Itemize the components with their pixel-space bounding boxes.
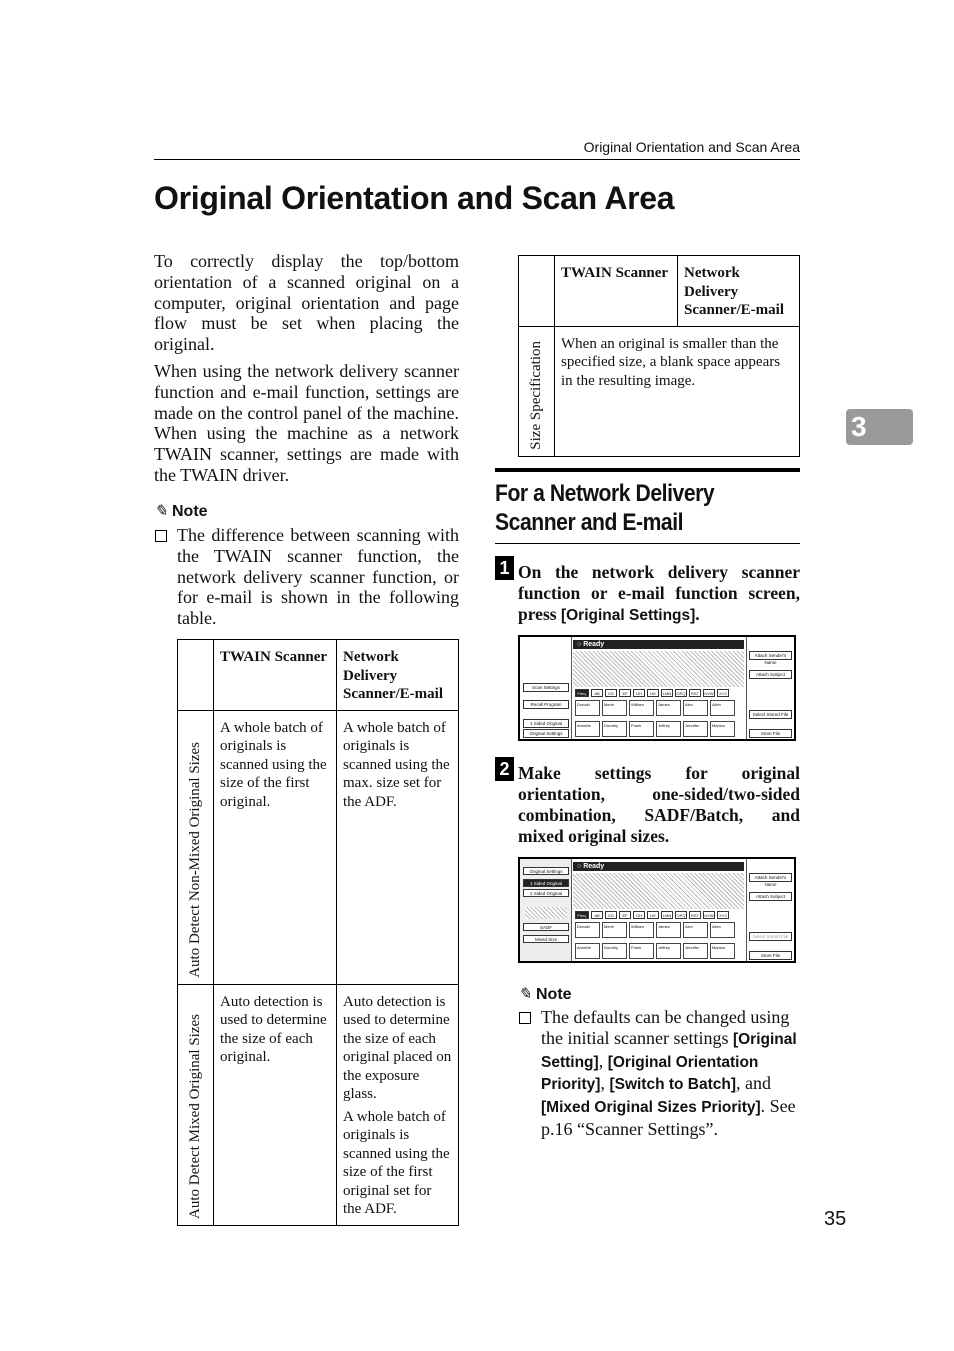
note-text: The difference between scanning with the TWAIN scanner function, the network delivery scanner function, or for e-mail is shown in the following table.: [177, 525, 459, 629]
dest-cell: Frank: [629, 721, 654, 737]
comparison-table: [177, 639, 459, 1226]
sadf-button: SADF: [523, 923, 569, 931]
section-bar: [495, 468, 800, 472]
step-1-number: 1: [495, 556, 514, 580]
cell-network-mixed-part-b: A whole batch of originals is scanned using the size of the first original set for the ADF.: [343, 1108, 450, 1217]
tab-ab: AB: [591, 911, 603, 919]
step-1-text: On the network delivery scanner function or e-mail function screen, press [Original Settings].: [518, 562, 800, 624]
tab-ef: EF: [619, 689, 631, 697]
cell-size-spec: When an original is smaller than the specified size, a blank space appears in the resulting image.: [555, 326, 800, 456]
destination-area: [573, 651, 744, 687]
original-settings-key: [Original Settings]: [560, 607, 696, 624]
orientation-priority-key: [Original Orientation Priority]: [541, 1053, 759, 1094]
intro-paragraph-1: To correctly display the top/bottom orientation of a scanned original on a computer, original orientation and page flow must be set when placing the original.: [154, 251, 459, 355]
switch-to-batch-key: [Switch to Batch]: [609, 1076, 737, 1094]
row-label-size-spec: Size Specification: [519, 326, 555, 456]
dest-cell: Jennifer: [683, 943, 708, 959]
tab-cd: CD: [605, 911, 617, 919]
tab-ab: AB: [591, 689, 603, 697]
dest-cell: Alex: [683, 700, 708, 716]
table-header-network: Network Delivery Scanner/E-mail: [678, 256, 800, 327]
checkbox-bullet-icon: [519, 1012, 531, 1024]
running-head: Original Orientation and Scan Area: [583, 139, 800, 155]
dest-cell: William: [629, 922, 654, 938]
dest-cell: Donald: [575, 700, 600, 716]
cell-twain-mixed: Auto detection is used to determine the size of each original.: [214, 984, 337, 1225]
select-stored-file-button: Select Stored File: [749, 710, 792, 719]
step-2-number: 2: [495, 757, 514, 781]
dest-cell: Allen: [710, 700, 735, 716]
dest-cell: Merle: [602, 700, 627, 716]
tab-rst: RST: [691, 913, 699, 918]
chapter-tab: 3: [846, 409, 913, 445]
table-header-twain: TWAIN Scanner: [555, 256, 678, 327]
cell-network-non-mixed: A whole batch of originals is scanned using the max. size set for the ADF.: [337, 710, 459, 984]
pencil-icon: ✎: [154, 503, 168, 520]
page-title: Original Orientation and Scan Area: [154, 180, 675, 216]
dest-cell: Marilou: [710, 943, 735, 959]
size-spec-table: [518, 255, 800, 457]
dest-cell: James: [656, 922, 681, 938]
header-rule: [154, 159, 800, 160]
attach-subject-button: Attach Subject: [749, 670, 792, 679]
cell-twain-non-mixed: A whole batch of originals is scanned using the size of the first original.: [214, 710, 337, 984]
section-rule: [495, 543, 800, 544]
dest-cell: Dorothy: [602, 943, 627, 959]
tab-ijk: IJK: [647, 689, 659, 697]
right-panel: [746, 637, 794, 739]
dest-cell: Merle: [602, 922, 627, 938]
left-panel: [520, 859, 572, 961]
destination-area: [573, 873, 744, 909]
store-file-button: Store File: [749, 951, 792, 960]
intro-paragraph-2: When using the network delivery scanner function and e-mail function, settings are made on the control panel of the machine. When using the machine as a network TWAIN scanner, settings are made with the TWAIN driver.: [154, 361, 459, 485]
mixed-sizes-priority-key: [Mixed Original Sizes Priority]: [541, 1099, 761, 1117]
table-corner-cell: [519, 256, 555, 327]
control-panel-screenshot-1: [518, 635, 796, 741]
tab-lmn: LMN: [662, 691, 672, 696]
page-number: 35: [824, 1208, 847, 1230]
tab-lmn: LMN: [662, 913, 672, 918]
cell-network-mixed-part-a: Auto detection is used to determine the size of each original placed on the exposure glass.: [343, 993, 452, 1102]
dest-cell: Alex: [683, 922, 708, 938]
tab-gh: GH: [633, 689, 645, 697]
two-sided-button: 2 Sided Original: [523, 889, 569, 897]
dest-cell: Annette: [575, 721, 600, 737]
dest-cell: Frank: [629, 943, 654, 959]
tab-uvw: UVW: [704, 691, 714, 696]
dest-cell: Annette: [575, 943, 600, 959]
scan-settings-button: Scan Settings: [523, 683, 569, 692]
tab-freq: Freq.: [575, 911, 589, 919]
attach-sender-button: Attach Sender's Name: [749, 651, 792, 660]
mixed-size-button: Mixed Size: [523, 935, 569, 943]
table-header-network: Network Delivery Scanner/E-mail: [337, 640, 459, 711]
section-title: For a Network Delivery Scanner and E-mail: [495, 480, 715, 536]
row-label-mixed: Auto Detect Mixed Original Sizes: [178, 984, 214, 1225]
left-panel: [520, 637, 572, 739]
tab-opq: OPQ: [676, 913, 686, 918]
status-bar: ○ Ready: [573, 862, 744, 871]
tab-ef: EF: [619, 911, 631, 919]
pencil-icon: ✎: [518, 986, 532, 1003]
table-header-twain: TWAIN Scanner: [214, 640, 337, 711]
dest-cell: Donald: [575, 922, 600, 938]
dest-cell: James: [656, 700, 681, 716]
tab-uvw: UVW: [704, 913, 714, 918]
tab-cd: CD: [605, 689, 617, 697]
recall-program-button: Recall Program: [523, 700, 569, 709]
original-settings-button: Original Settings: [523, 729, 569, 738]
select-stored-file-button: Select Stored File: [749, 932, 792, 941]
step-2-text: Make settings for original orientation, one-sided/two-sided combination, SADF/Batch, and mixed original sizes.: [518, 763, 800, 846]
tab-ijk: IJK: [647, 911, 659, 919]
original-setting-key: [Original Setting]: [541, 1030, 797, 1071]
right-panel: [746, 859, 794, 961]
attach-sender-button: Attach Sender's Name: [749, 873, 792, 882]
tab-freq: Freq.: [575, 689, 589, 697]
dest-cell: Jennifer: [683, 721, 708, 737]
dest-cell: Allen: [710, 922, 735, 938]
tab-xyz: XYZ: [717, 689, 729, 697]
note-heading: ✎ Note: [518, 986, 572, 1003]
one-sided-button: 1 Sided Original: [523, 879, 569, 887]
note-2-text: The defaults can be changed using the initial scanner settings [Original Setting], [Original Orientation Priority], [Switch to Batch], and [Mixed Original Sizes Priority]. See p.16 “Scanner Settings”.: [541, 1007, 797, 1139]
note-heading: ✎ Note: [154, 503, 208, 520]
table-corner-cell: [178, 640, 214, 711]
dest-cell: Jeffrey: [656, 721, 681, 737]
dest-cell: Marilou: [710, 721, 735, 737]
one-sided-button: 1 Sided Original: [523, 719, 569, 728]
status-bar: ○ Ready: [573, 640, 744, 649]
original-settings-label: Original Settings: [523, 867, 569, 875]
dest-cell: Dorothy: [602, 721, 627, 737]
row-label-non-mixed: Auto Detect Non-Mixed Original Sizes: [178, 710, 214, 984]
dest-cell: Jeffrey: [656, 943, 681, 959]
control-panel-screenshot-2: [518, 857, 796, 963]
orientation-icons: [525, 907, 567, 919]
cell-network-mixed: [337, 984, 459, 1225]
checkbox-bullet-icon: [155, 530, 167, 542]
tab-xyz: XYZ: [717, 911, 729, 919]
tab-rst: RST: [691, 691, 699, 696]
attach-subject-button: Attach Subject: [749, 892, 792, 901]
tab-gh: GH: [633, 911, 645, 919]
dest-cell: William: [629, 700, 654, 716]
tab-opq: OPQ: [676, 691, 686, 696]
store-file-button: Store File: [749, 729, 792, 738]
